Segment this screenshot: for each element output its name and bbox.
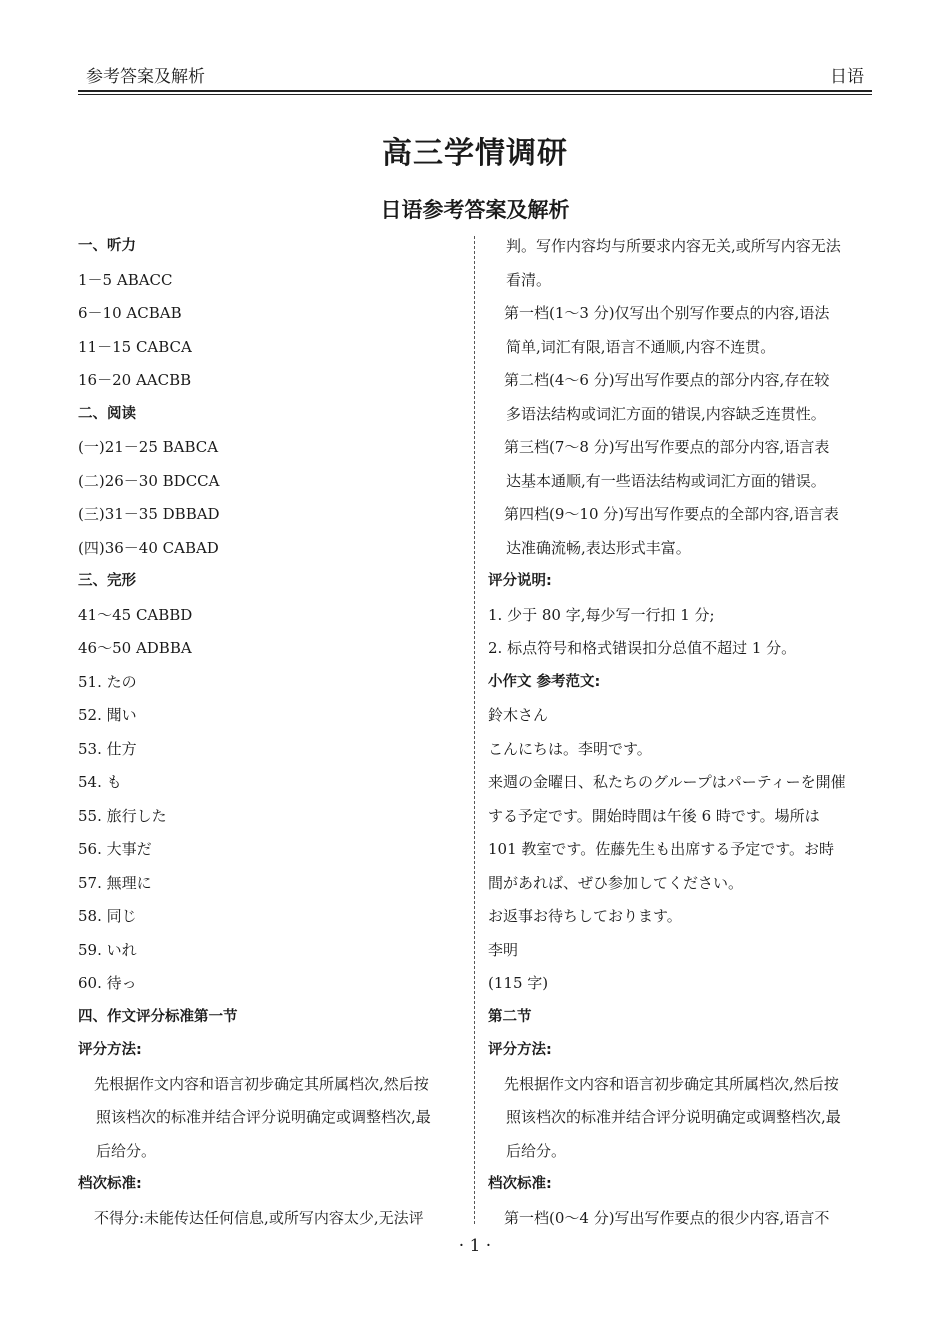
text-line: する予定です。開始時間は午後 6 時です。場所は [488,806,820,825]
page-title: 高三学情调研 [382,136,568,171]
text-line: 58. 同じ [78,907,137,925]
text-line: 55. 旅行した [78,806,167,825]
text-line: 第一档(0～4 分)写出写作要点的很少内容,语言不 [504,1208,830,1227]
text-line: (115 字) [488,974,549,992]
text-line: 1. 少于 80 字,每少写一行扣 1 分; [488,605,715,624]
section-heading: 第二节 [488,1008,532,1025]
text-line: 后给分。 [96,1141,157,1160]
header-rule-thick [78,90,872,92]
text-line: 間があれば、ぜひ参加してください。 [488,873,744,892]
text-line: 照该档次的标准并结合评分说明确定或调整档次,最 [96,1108,431,1126]
text-line: 判。写作内容均与所要求内容无关,或所写内容无法 [506,237,841,255]
text-line: 达基本通顺,有一些语法结构或词汇方面的错误。 [506,471,826,490]
text-line: 11－15 CABCA [78,337,192,356]
right-column [488,230,874,1235]
text-line: (一)21－25 BABCA [78,438,219,456]
text-line: 46～50 ADBBA [78,639,192,657]
section-heading: 评分说明: [488,573,552,589]
text-line: (二)26－30 BDCCA [78,471,220,490]
column-divider [474,236,475,1224]
text-line: お返事お待ちしております。 [488,907,682,925]
text-line: 2. 标点符号和格式错误扣分总值不超过 1 分。 [488,639,797,657]
text-line: 第三档(7～8 分)写出写作要点的部分内容,语言表 [504,438,830,456]
text-line: 56. 大事だ [78,840,152,858]
section-heading: 评分方法: [78,1042,142,1058]
text-line: 李明 [488,940,519,959]
section-heading: 四、作文评分标准第一节 [78,1008,238,1025]
page-header-left: 参考答案及解析 [86,67,205,87]
text-line: 简单,词汇有限,语言不通顺,内容不连贯。 [506,337,776,356]
page-subtitle: 日语参考答案及解析 [380,198,570,222]
section-heading: 评分方法: [488,1042,552,1058]
text-line: 101 教室です。佐藤先生も出席する予定です。お時 [488,840,835,858]
text-line: 41～45 CABBD [78,605,193,624]
text-line: 第一档(1～3 分)仅写出个别写作要点的内容,语法 [504,304,830,322]
text-line: 后给分。 [506,1141,567,1160]
text-line: 57. 無理に [78,873,152,892]
text-line: 54. も [78,773,122,791]
section-heading: 小作文 参考范文: [488,673,601,690]
text-line: 16－20 AACBB [78,371,192,389]
text-line: 来週の金曜日、私たちのグループはパーティーを開催 [488,773,846,791]
header-rule-thin [78,94,872,95]
text-line: 达准确流畅,表达形式丰富。 [506,538,691,557]
text-line: 59. いれ [78,940,137,959]
text-line: 第四档(9～10 分)写出写作要点的全部内容,语言表 [504,505,839,523]
text-line: 1－5 ABACC [78,270,173,289]
text-line: 不得分:未能传达任何信息,或所写内容太少,无法评 [94,1208,424,1227]
text-line: 60. 待っ [78,974,137,992]
section-heading: 档次标准: [78,1176,142,1192]
text-line: 照该档次的标准并结合评分说明确定或调整档次,最 [506,1108,841,1126]
text-line: (三)31－35 DBBAD [78,505,220,523]
left-column [78,230,464,1235]
text-line: (四)36－40 CABAD [78,538,219,557]
text-line: 看清。 [506,270,552,289]
text-line: 51. たの [78,672,137,691]
text-line: 先根据作文内容和语言初步确定其所属档次,然后按 [94,1074,429,1093]
text-line: 6－10 ACBAB [78,304,182,322]
page-number: · 1 · [458,1236,492,1256]
text-line: 52. 聞い [78,706,137,724]
section-heading: 档次标准: [488,1176,552,1192]
text-line: こんにちは。李明です。 [488,739,652,758]
section-heading: 一、听力 [78,238,136,254]
text-line: 多语法结构或词汇方面的错误,内容缺乏连贯性。 [506,404,826,423]
section-heading: 二、阅读 [78,405,136,422]
section-heading: 三、完形 [78,573,136,589]
text-line: 鈴木さん [488,706,549,724]
text-line: 第二档(4～6 分)写出写作要点的部分内容,存在较 [504,371,830,389]
text-line: 先根据作文内容和语言初步确定其所属档次,然后按 [504,1074,839,1093]
page-header-right: 日语 [830,67,864,87]
text-line: 53. 仕方 [78,739,137,758]
